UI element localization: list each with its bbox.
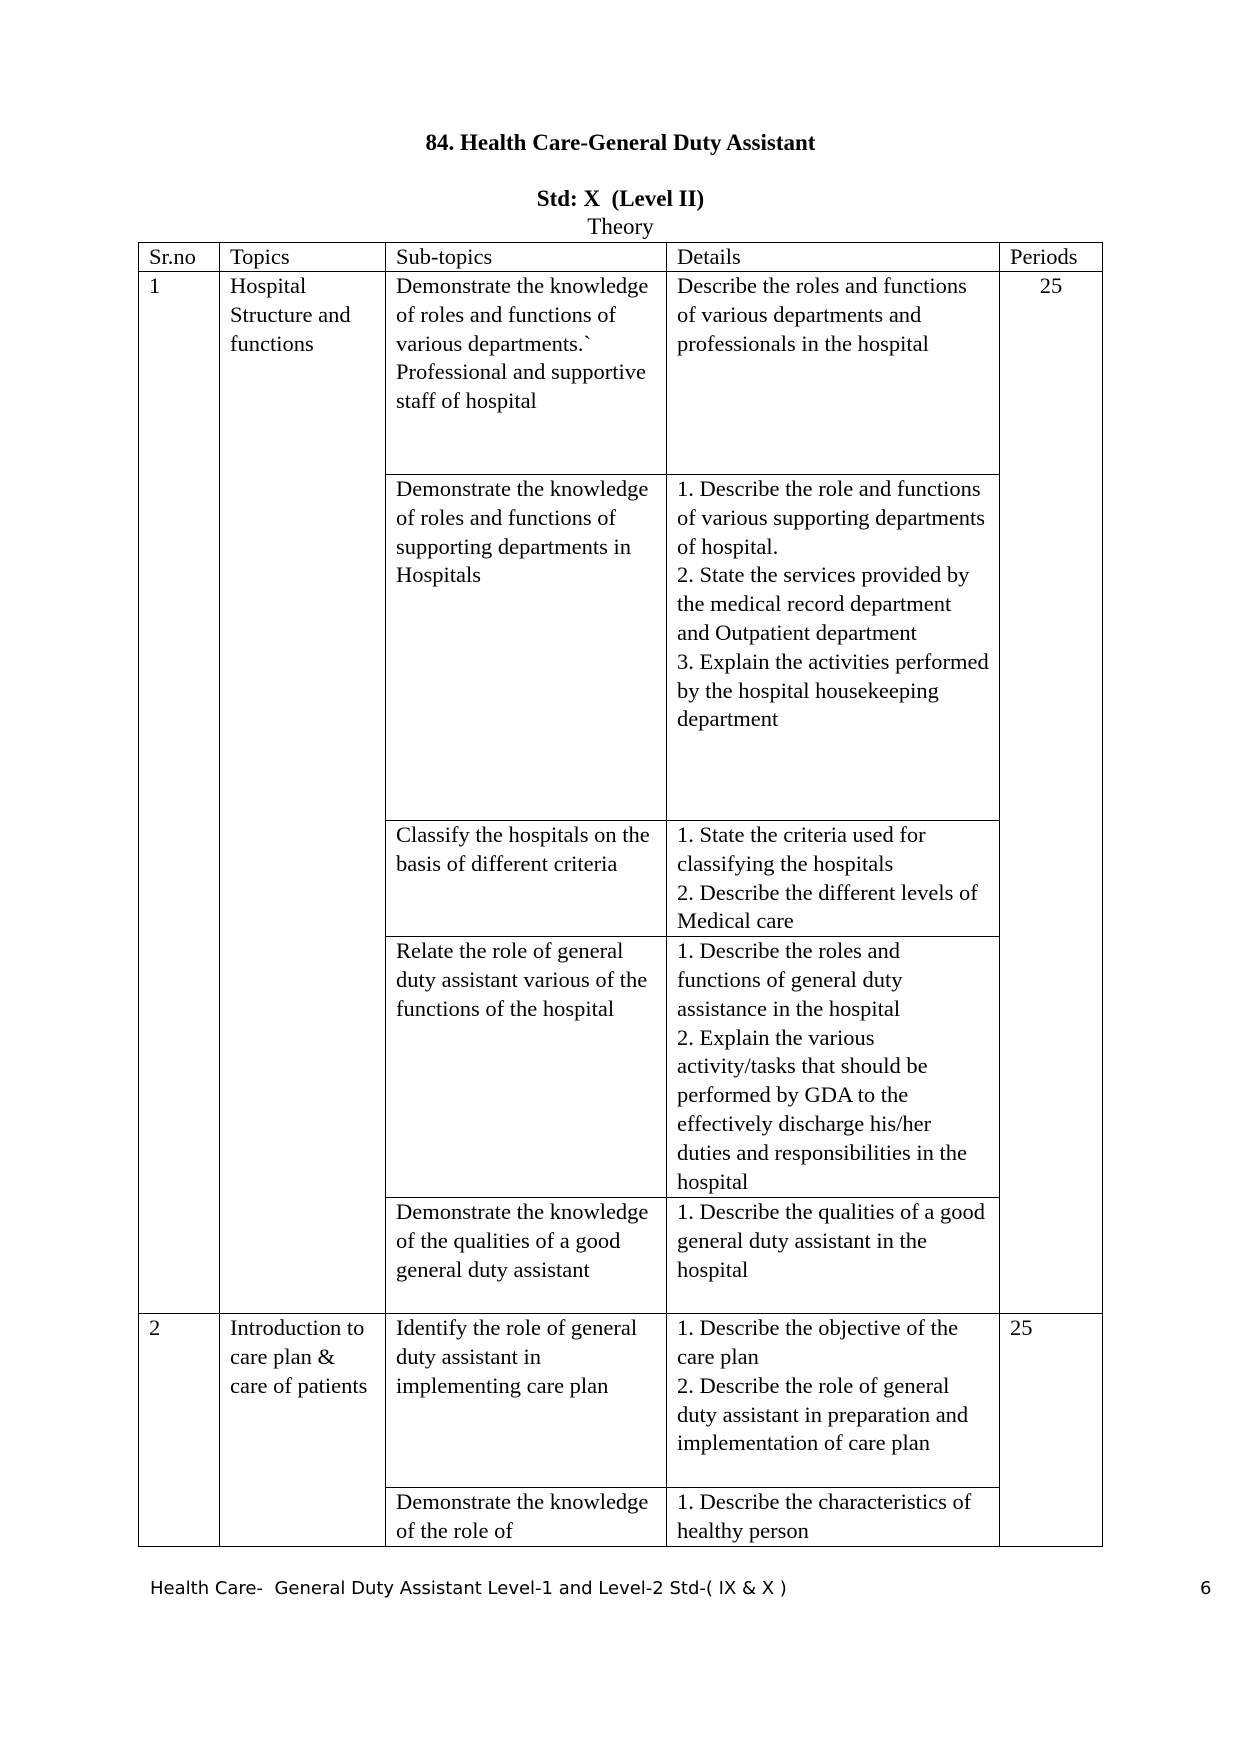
table-row — [139, 272, 1103, 475]
subtopic-cell: Identify the role of general duty assistant in implementing care plan — [386, 1314, 667, 1488]
header-subtopics: Sub-topics — [386, 243, 667, 272]
subtopic-cell: Demonstrate the knowledge of the role of — [386, 1488, 667, 1547]
topic-cell: Hospital Structure and functions — [220, 272, 386, 1314]
srno-cell: 2 — [139, 1314, 220, 1547]
syllabus-table — [138, 242, 1103, 1547]
topic-cell: Introduction to care plan & care of patients — [220, 1314, 386, 1547]
document-title: 84. Health Care-General Duty Assistant — [425, 130, 816, 155]
header-topics: Topics — [220, 243, 386, 272]
table-row — [139, 1314, 1103, 1488]
details-cell: 1. Describe the qualities of a good general duty assistant in the hospital — [667, 1198, 1000, 1314]
header-srno: Sr.no — [139, 243, 220, 272]
page-footer: Health Care- General Duty Assistant Level-1 and Level-2 Std-( IX & X ) — [150, 1578, 787, 1599]
periods-cell: 25 — [1000, 1314, 1103, 1547]
subtopic-cell: Relate the role of general duty assistant various of the functions of the hospital — [386, 937, 667, 1198]
section-label: Theory — [587, 214, 654, 239]
table-header-row — [139, 243, 1103, 272]
subtopic-cell: Classify the hospitals on the basis of different criteria — [386, 821, 667, 937]
standard-level: Std: X (Level II) — [536, 186, 705, 211]
periods-cell: 25 — [1000, 272, 1103, 1314]
page-number: 6 — [1200, 1578, 1212, 1599]
header-details: Details — [667, 243, 1000, 272]
details-cell: 1. State the criteria used for classifying the hospitals 2. Describe the different levels of Medical care — [667, 821, 1000, 937]
srno-cell: 1 — [139, 272, 220, 1314]
subtopic-cell: Demonstrate the knowledge of roles and functions of supporting departments in Hospitals — [386, 475, 667, 821]
details-cell: Describe the roles and functions of various departments and professionals in the hospital — [667, 272, 1000, 475]
header-periods: Periods — [1000, 243, 1103, 272]
subtopic-cell: Demonstrate the knowledge of roles and functions of various departments.` Professional and supportive staff of hospital — [386, 272, 667, 475]
details-cell: 1. Describe the objective of the care plan 2. Describe the role of general duty assistant in preparation and implementation of care plan — [667, 1314, 1000, 1488]
details-cell: 1. Describe the characteristics of healthy person — [667, 1488, 1000, 1547]
details-cell: 1. Describe the role and functions of various supporting departments of hospital. 2. State the services provided by the medical record department and Outpatient department 3. Explain the activities performed by the hospital housekeeping department — [667, 475, 1000, 821]
details-cell: 1. Describe the roles and functions of general duty assistance in the hospital 2. Explain the various activity/tasks that should be performed by GDA to the effectively discharge his/her duties and responsibilities in the hospital — [667, 937, 1000, 1198]
subtopic-cell: Demonstrate the knowledge of the qualities of a good general duty assistant — [386, 1198, 667, 1314]
